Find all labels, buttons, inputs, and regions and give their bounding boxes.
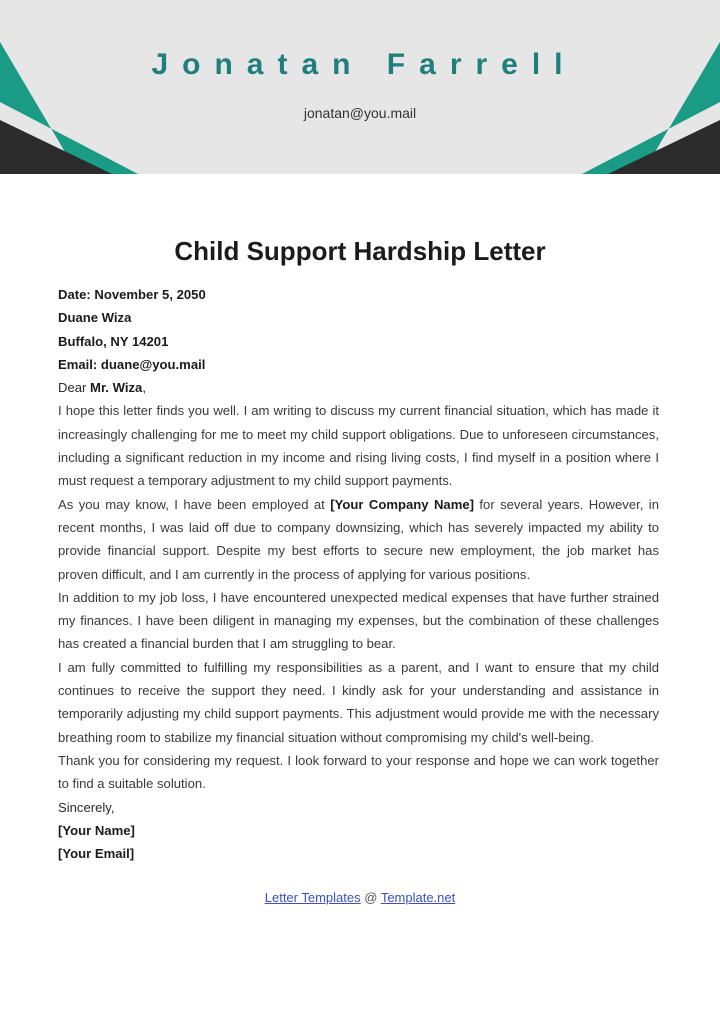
paragraph-4: I am fully committed to fulfilling my responsibilities as a parent, and I want to ensure that my child continues to receive the support they need. I kindly ask for your understanding and assistance in temporarily adjusting my child support payments. This adjustment would provide me with the necessary breathing room to stabilize my financial situation without compromising my child's well-being.	[58, 659, 659, 745]
salutation-prefix: Dear	[58, 380, 91, 396]
recipient-name: Duane Wiza	[58, 310, 132, 326]
signer-name: [Your Name]	[58, 822, 135, 838]
letterhead-decoration	[0, 0, 720, 174]
letter-body	[58, 283, 659, 865]
letterhead	[0, 0, 720, 174]
company-placeholder: [Your Company Name]	[330, 496, 474, 512]
paragraph-5: Thank you for considering my request. I look forward to your response and hope we can work together to find a suitable solution.	[58, 752, 659, 792]
letter-date: Date: November 5, 2050	[58, 287, 206, 302]
paragraph-3: In addition to my job loss, I have encountered unexpected medical expenses that have further strained my finances. I have been diligent in managing my expenses, but the combination of these challenges has created a financial burden that I am struggling to bear.	[58, 589, 659, 652]
letter-title: Child Support Hardship Letter	[174, 236, 546, 266]
template-net-link[interactable]: Template.net	[380, 890, 456, 905]
sign-off: Sincerely,	[58, 799, 115, 815]
paragraph-2-end: for several years. However, in recent months, I was laid off due to company downsizing, which has severely impacted my ability to provide financial support. Despite my best efforts to secure new employment, the job market has proven difficult, and I am currently in the process of applying for various positions.	[58, 496, 659, 582]
paragraph-1: I hope this letter finds you well. I am writing to discuss my current financial situation, which has made it increasingly challenging for me to meet my child support obligations. Due to unforeseen circumstances, including a significant reduction in my income and rising living costs, I find myself in a position where I must request a temporary adjustment to my child support payments.	[58, 403, 659, 489]
signer-email: [Your Email]	[58, 846, 135, 862]
footer	[0, 890, 720, 905]
sender-email: jonatan@you.mail	[303, 105, 417, 121]
letter-templates-link[interactable]: Letter Templates	[264, 890, 361, 905]
paragraph-2	[58, 493, 659, 586]
footer-separator: @	[360, 890, 381, 905]
recipient-address: Buffalo, NY 14201	[58, 333, 169, 349]
salutation	[58, 376, 659, 399]
sender-name: Jonatan Farrell	[151, 48, 577, 81]
paragraph-2-start: As you may know, I have been employed at	[58, 496, 331, 512]
salutation-name: Mr. Wiza	[90, 380, 143, 396]
recipient-email: Email: duane@you.mail	[58, 356, 206, 372]
salutation-suffix: ,	[142, 380, 146, 396]
